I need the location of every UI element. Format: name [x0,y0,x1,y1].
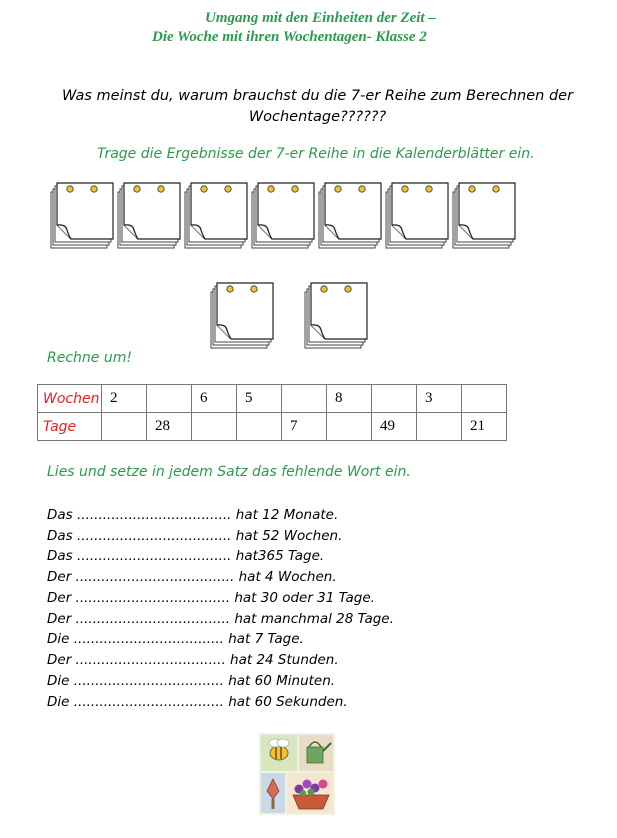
table-row [38,413,507,441]
sentence-line: Das .................................... hat 12 Monate. [47,507,339,523]
calendar-instruction: Trage die Ergebnisse der 7-er Reihe in die Kalenderblätter ein. [97,146,535,162]
calendar-pad-icon[interactable] [304,278,372,350]
question-line-1: Was meinst du, warum brauchst du die 7-er Reihe zum Berechnen der [61,88,574,104]
calendar-pad-icon[interactable] [318,178,386,250]
table-cell[interactable]: 3 [417,385,462,413]
conversion-heading: Rechne um! [47,350,132,366]
calendar-pad-icon[interactable] [50,178,118,250]
table-cell[interactable] [327,413,372,441]
fill-instruction: Lies und setze in jedem Satz das fehlende Wort ein. [47,464,411,480]
calendar-pad-icon[interactable] [184,178,252,250]
table-cell[interactable]: 2 [102,385,147,413]
row-label-wochen: Wochen [38,385,102,413]
question-line-2: Wochentage?????? [248,109,387,125]
sentence-line: Der .................................... hat 30 oder 31 Tage. [47,590,375,606]
table-cell[interactable]: 28 [147,413,192,441]
table-cell[interactable]: 8 [327,385,372,413]
table-cell[interactable] [192,413,237,441]
sentence-line: Der ..................................... hat 4 Wochen. [47,569,337,585]
table-cell[interactable] [237,413,282,441]
calendar-pad-icon[interactable] [117,178,185,250]
calendar-pad-icon[interactable] [251,178,319,250]
garden-illustration [259,733,335,815]
sentence-line: Das .................................... hat365 Tage. [47,548,325,564]
table-cell[interactable] [462,385,507,413]
table-cell[interactable] [282,385,327,413]
table-cell[interactable]: 21 [462,413,507,441]
row-label-tage: Tage [38,413,102,441]
table-cell[interactable]: 6 [192,385,237,413]
table-cell[interactable]: 49 [372,413,417,441]
sentence-line: Die ................................... hat 60 Minuten. [47,673,336,689]
table-row [38,385,507,413]
title-line-1: Umgang mit den Einheiten der Zeit – [205,10,436,26]
question [30,86,605,128]
sentence-line: Die ................................... hat 60 Sekunden. [47,694,348,710]
table-cell[interactable]: 5 [237,385,282,413]
table-cell[interactable] [417,413,462,441]
table-cell[interactable] [102,413,147,441]
sentence-line: Der .................................... hat manchmal 28 Tage. [47,611,394,627]
conversion-table [37,384,507,441]
table-cell[interactable]: 7 [282,413,327,441]
calendar-pad-icon[interactable] [210,278,278,350]
calendar-pad-icon[interactable] [452,178,520,250]
title-line-2: Die Woche mit ihren Wochentagen- Klasse 2 [152,29,427,45]
calendar-pad-icon[interactable] [385,178,453,250]
table-cell[interactable] [372,385,417,413]
sentence-line: Der ................................... hat 24 Stunden. [47,652,339,668]
sentence-line: Die ................................... hat 7 Tage. [47,631,304,647]
table-cell[interactable] [147,385,192,413]
sentence-line: Das .................................... hat 52 Wochen. [47,528,343,544]
